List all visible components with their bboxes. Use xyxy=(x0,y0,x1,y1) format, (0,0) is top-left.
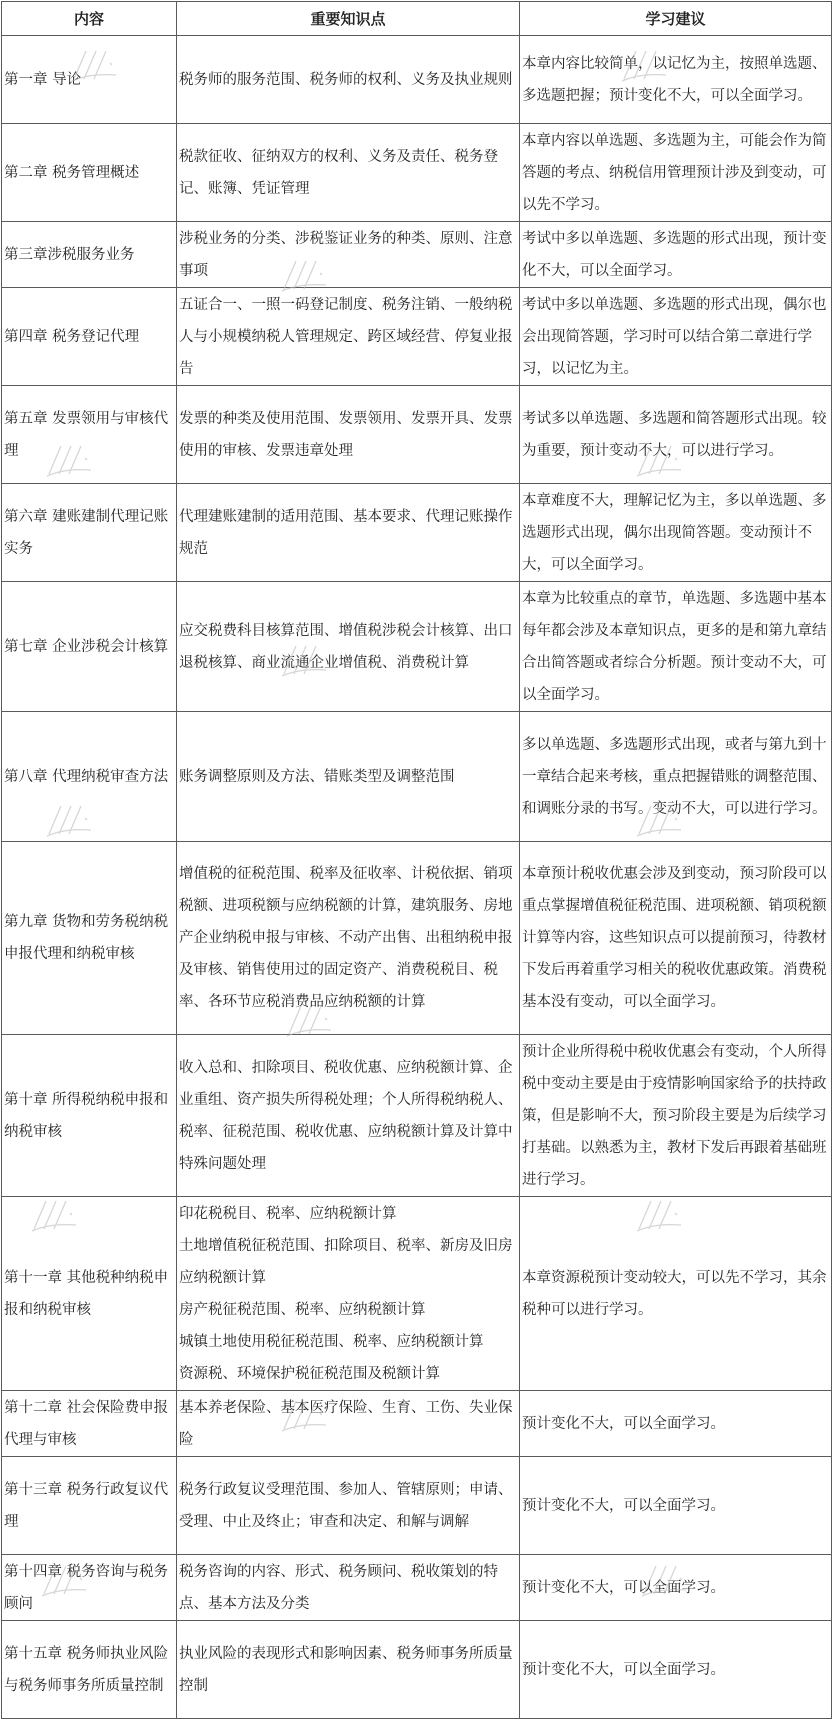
header-knowledge: 重要知识点 xyxy=(177,2,520,36)
chapter-cell: 第十四章 税务咨询与税务顾问 xyxy=(2,1555,177,1621)
header-advice: 学习建议 xyxy=(520,2,832,36)
knowledge-line: 城镇土地使用税征税范围、税率、应纳税额计算 xyxy=(179,1333,484,1350)
chapter-cell: 第十章 所得税纳税申报和纳税审核 xyxy=(2,1035,177,1197)
knowledge-cell xyxy=(177,484,520,582)
knowledge-line: 代理建账建制的适用范围、基本要求、代理记账操作规范 xyxy=(179,508,513,557)
knowledge-line: 税务咨询的内容、形式、税务顾问、税收策划的特点、基本方法及分类 xyxy=(179,1563,498,1612)
advice-cell: 本章预计税收优惠会涉及到变动，预习阶段可以重点掌握增值税征税范围、进项税额、销项税额计算等内容，这些知识点可以提前预习，待教材下发后再着重学习相关的税收优惠政策。消费税基本没有变动，可以全面学习。 xyxy=(520,842,832,1035)
advice-cell: 预计变化不大，可以全面学习。 xyxy=(520,1621,832,1719)
table-row xyxy=(2,484,832,582)
knowledge-line: 账务调整原则及方法、错账类型及调整范围 xyxy=(179,768,455,785)
knowledge-cell xyxy=(177,386,520,484)
advice-cell: 预计企业所得税中税收优惠会有变动，个人所得税中变动主要是由于疫情影响国家给予的扶持政策，但是影响不大，预习阶段主要是为后续学习打基础。以熟悉为主，教材下发后再跟着基础班进行学习。 xyxy=(520,1035,832,1197)
table-row xyxy=(2,1457,832,1555)
advice-cell: 考试中多以单选题、多选题的形式出现，偶尔也会出现简答题，学习时可以结合第二章进行学习，以记忆为主。 xyxy=(520,288,832,386)
table-row xyxy=(2,36,832,124)
chapter-cell: 第三章涉税服务业务 xyxy=(2,222,177,288)
chapter-cell: 第十二章 社会保险费申报代理与审核 xyxy=(2,1391,177,1457)
table-row xyxy=(2,712,832,842)
chapter-cell: 第九章 货物和劳务税纳税申报代理和纳税审核 xyxy=(2,842,177,1035)
advice-cell: 本章资源税预计变动较大，可以先不学习，其余税种可以进行学习。 xyxy=(520,1197,832,1391)
knowledge-cell xyxy=(177,712,520,842)
study-plan-table xyxy=(1,1,832,1719)
knowledge-cell xyxy=(177,1457,520,1555)
knowledge-cell xyxy=(177,1197,520,1391)
advice-cell: 多以单选题、多选题形式出现，或者与第九到十一章结合起来考核，重点把握错账的调整范围、和调账分录的书写。变动不大，可以进行学习。 xyxy=(520,712,832,842)
chapter-cell: 第十三章 税务行政复议代理 xyxy=(2,1457,177,1555)
table-row xyxy=(2,582,832,712)
advice-cell: 预计变化不大，可以全面学习。 xyxy=(520,1457,832,1555)
chapter-cell: 第八章 代理纳税审查方法 xyxy=(2,712,177,842)
chapter-cell: 第六章 建账建制代理记账实务 xyxy=(2,484,177,582)
knowledge-line: 增值税的征税范围、税率及征收率、计税依据、销项税额、进项税额与应纳税额的计算，建筑服务、房地产企业纳税申报与审核、不动产出售、出租纳税申报及审核、销售使用过的固定资产、消费税税目、税率、各环节应税消费品应纳税额的计算 xyxy=(179,866,513,1010)
table-row xyxy=(2,222,832,288)
knowledge-cell xyxy=(177,1555,520,1621)
advice-cell: 本章内容以单选题、多选题为主，可能会作为简答题的考点、纳税信用管理预计涉及到变动，可以先不学习。 xyxy=(520,124,832,222)
knowledge-line: 执业风险的表现形式和影响因素、税务师事务所质量控制 xyxy=(179,1645,513,1694)
advice-cell: 考试多以单选题、多选题和简答题形式出现。较为重要，预计变动不大，可以进行学习。 xyxy=(520,386,832,484)
knowledge-cell xyxy=(177,222,520,288)
header-content: 内容 xyxy=(2,2,177,36)
knowledge-cell xyxy=(177,582,520,712)
knowledge-line: 基本养老保险、基本医疗保险、生育、工伤、失业保险 xyxy=(179,1399,513,1448)
table-row xyxy=(2,842,832,1035)
advice-cell: 考试中多以单选题、多选题的形式出现，预计变化不大，可以全面学习。 xyxy=(520,222,832,288)
knowledge-cell xyxy=(177,1621,520,1719)
advice-cell: 预计变化不大，可以全面学习。 xyxy=(520,1555,832,1621)
table-row xyxy=(2,1391,832,1457)
knowledge-line: 涉税业务的分类、涉税鉴证业务的种类、原则、注意事项 xyxy=(179,230,513,279)
table-row xyxy=(2,1621,832,1719)
table-row xyxy=(2,386,832,484)
knowledge-line: 土地增值税征税范围、扣除项目、税率、新房及旧房应纳税额计算 xyxy=(179,1237,513,1286)
advice-cell: 本章难度不大，理解记忆为主，多以单选题、多选题形式出现，偶尔出现简答题。变动预计不大，可以全面学习。 xyxy=(520,484,832,582)
knowledge-cell xyxy=(177,1391,520,1457)
advice-cell: 本章为比较重点的章节，单选题、多选题中基本每年都会涉及本章知识点，更多的是和第九章结合出简答题或者综合分析题。预计变动不大，可以全面学习。 xyxy=(520,582,832,712)
table-row xyxy=(2,124,832,222)
table-row xyxy=(2,1197,832,1391)
knowledge-cell xyxy=(177,124,520,222)
knowledge-line: 印花税税目、税率、应纳税额计算 xyxy=(179,1205,397,1222)
chapter-cell: 第四章 税务登记代理 xyxy=(2,288,177,386)
advice-cell: 预计变化不大，可以全面学习。 xyxy=(520,1391,832,1457)
knowledge-cell xyxy=(177,842,520,1035)
header-row xyxy=(2,2,832,36)
knowledge-line: 税务行政复议受理范围、参加人、管辖原则；申请、受理、中止及终止；审查和决定、和解与调解 xyxy=(179,1481,513,1530)
knowledge-line: 应交税费科目核算范围、增值税涉税会计核算、出口退税核算、商业流通企业增值税、消费税计算 xyxy=(179,622,513,671)
knowledge-line: 房产税征税范围、税率、应纳税额计算 xyxy=(179,1301,426,1318)
advice-cell: 本章内容比较简单，以记忆为主，按照单选题、多选题把握；预计变化不大，可以全面学习。 xyxy=(520,36,832,124)
chapter-cell: 第七章 企业涉税会计核算 xyxy=(2,582,177,712)
knowledge-cell xyxy=(177,36,520,124)
table-row xyxy=(2,1035,832,1197)
knowledge-line: 税务师的服务范围、税务师的权利、义务及执业规则 xyxy=(179,71,513,88)
knowledge-cell xyxy=(177,1035,520,1197)
knowledge-cell xyxy=(177,288,520,386)
table-row xyxy=(2,288,832,386)
table-row xyxy=(2,1555,832,1621)
chapter-cell: 第十五章 税务师执业风险与税务师事务所质量控制 xyxy=(2,1621,177,1719)
knowledge-line: 五证合一、一照一码登记制度、税务注销、一般纳税人与小规模纳税人管理规定、跨区域经营、停复业报告 xyxy=(179,296,513,377)
chapter-cell: 第十一章 其他税种纳税申报和纳税审核 xyxy=(2,1197,177,1391)
chapter-cell: 第一章 导论 xyxy=(2,36,177,124)
chapter-cell: 第五章 发票领用与审核代理 xyxy=(2,386,177,484)
knowledge-line: 发票的种类及使用范围、发票领用、发票开具、发票使用的审核、发票违章处理 xyxy=(179,410,513,459)
knowledge-line: 税款征收、征纳双方的权利、义务及责任、税务登记、账簿、凭证管理 xyxy=(179,148,498,197)
knowledge-line: 资源税、环境保护税征税范围及税额计算 xyxy=(179,1365,440,1382)
chapter-cell: 第二章 税务管理概述 xyxy=(2,124,177,222)
knowledge-line: 收入总和、扣除项目、税收优惠、应纳税额计算、企业重组、资产损失所得税处理；个人所得税纳税人、税率、征税范围、税收优惠、应纳税额计算及计算中特殊问题处理 xyxy=(179,1059,513,1172)
